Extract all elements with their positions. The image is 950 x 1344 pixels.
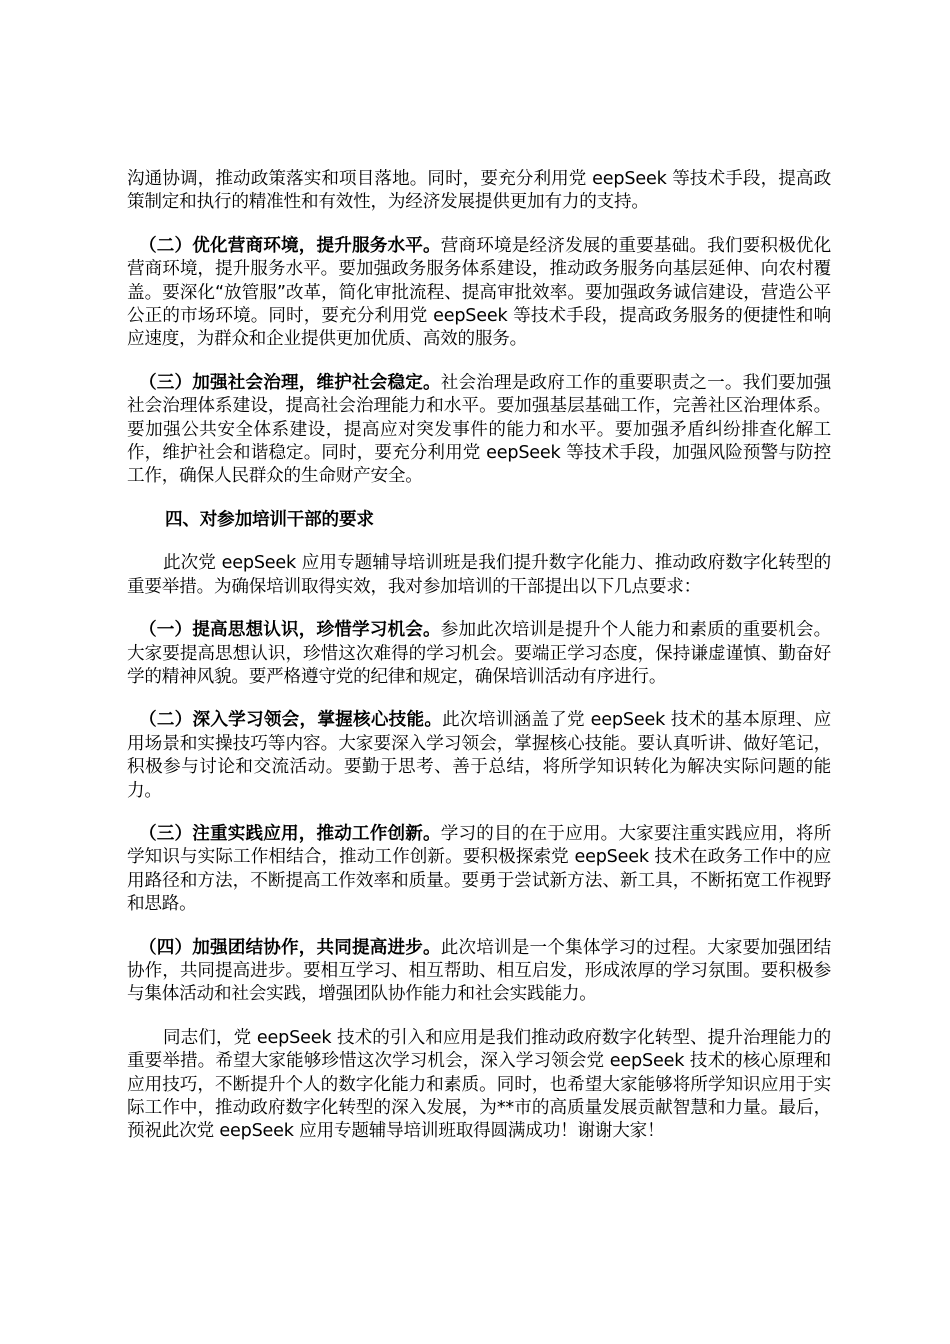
paragraph-body: 营商环境是经济发展的重要基础。我们要积极优化营商环境，提升服务水平。要加强政务服务体系建设，推动政务服务向基层延伸、向农村覆盖。要深化“放管服”改革，简化审批流程、提高审批效率。要加强政务诚信建设，营造公平公正的市场环境。同时，要充分利用党 eepSeek 等技术手段，提高政务服务的便捷性和响应速度，为群众和企业提供更加优质、高效的服务。 (127, 235, 831, 350)
paragraph-lead: （三）注重实践应用，推动工作创新。 (139, 823, 441, 844)
paragraph-body: 参加此次培训是提升个人能力和素质的重要机会。大家要提高思想认识，珍惜这次难得的学习机会。要端正学习态度，保持谦虚谨慎、勤奋好学的精神风貌。要严格遵守党的纪律和规定，确保培训活动有序进行。 (127, 620, 831, 687)
paragraph-requirement-1 (127, 619, 831, 689)
paragraph-body: 社会治理是政府工作的重要职责之一。我们要加强社会治理体系建设，提高社会治理能力和水平。要加强基层基础工作，完善社区治理体系。要加强公共安全体系建设，提高应对突发事件的能力和水平。要加强矛盾纠纷排查化解工作，维护社会和谐稳定。同时，要充分利用党 eepSeek 等技术手段，加强风险预警与防控工作，确保人民群众的生命财产安全。 (127, 372, 831, 487)
paragraph-lead: （四）加强团结协作，共同提高进步。 (139, 937, 441, 958)
paragraph-body: 此次培训涵盖了党 eepSeek 技术的基本原理、应用场景和实操技巧等内容。大家要深入学习领会，掌握核心技能。要认真听讲、做好笔记，积极参与讨论和交流活动。要勤于思考、善于总结，将所学知识转化为解决实际问题的能力。 (127, 710, 831, 801)
section-heading-requirements: 四、对参加培训干部的要求 (165, 509, 374, 530)
paragraph-requirement-2 (127, 709, 831, 803)
paragraph-lead: （三）加强社会治理，维护社会稳定。 (139, 372, 441, 393)
paragraph-lead: （二）深入学习领会，掌握核心技能。 (139, 710, 443, 731)
paragraph-body: 此次培训是一个集体学习的过程。大家要加强团结协作，共同提高进步。要相互学习、相互帮助、相互启发，形成浓厚的学习氛围。要积极参与集体活动和社会实践，增强团队协作能力和社会实践能力。 (127, 937, 831, 1005)
paragraph-policy-coordination: 沟通协调，推动政策落实和项目落地。同时，要充分利用党 eepSeek 等技术手段，提高政策制定和执行的精准性和有效性，为经济发展提供更加有力的支持。 (127, 169, 831, 213)
paragraph-lead: （一）提高思想认识，珍惜学习机会。 (139, 620, 441, 641)
paragraph-requirement-4 (127, 937, 831, 1007)
paragraph-business-environment (127, 235, 831, 352)
paragraph-lead: （二）优化营商环境，提升服务水平。 (139, 235, 441, 256)
paragraph-body: 学习的目的在于应用。大家要注重实践应用，将所学知识与实际工作相结合，推动工作创新。要积极探索党 eepSeek 技术在政务工作中的应用路径和方法，不断提高工作效率和质量。要勇于尝试新方法、新工具，不断拓宽工作视野和思路。 (127, 823, 831, 915)
paragraph-requirement-3 (127, 823, 831, 917)
document-page (127, 168, 831, 1144)
paragraph-closing: 同志们，党 eepSeek 技术的引入和应用是我们推动政府数字化转型、提升治理能力的重要举措。希望大家能够珍惜这次学习机会，深入学习领会党 eepSeek 技术的核心原理和应用技巧，不断提升个人的数字化能力和素质。同时，也希望大家能够将所学知识应用于实际工作中，推动政府数字化转型的深入发展，为**市的高质量发展贡献智慧和力量。最后，预祝此次党 eepSeek 应用专题辅导培训班取得圆满成功！谢谢大家！ (127, 1027, 831, 1142)
paragraph-social-governance (127, 372, 831, 489)
paragraph-training-intro: 此次党 eepSeek 应用专题辅导培训班是我们提升数字化能力、推动政府数字化转型的重要举措。为确保培训取得实效，我对参加培训的干部提出以下几点要求： (127, 553, 831, 597)
